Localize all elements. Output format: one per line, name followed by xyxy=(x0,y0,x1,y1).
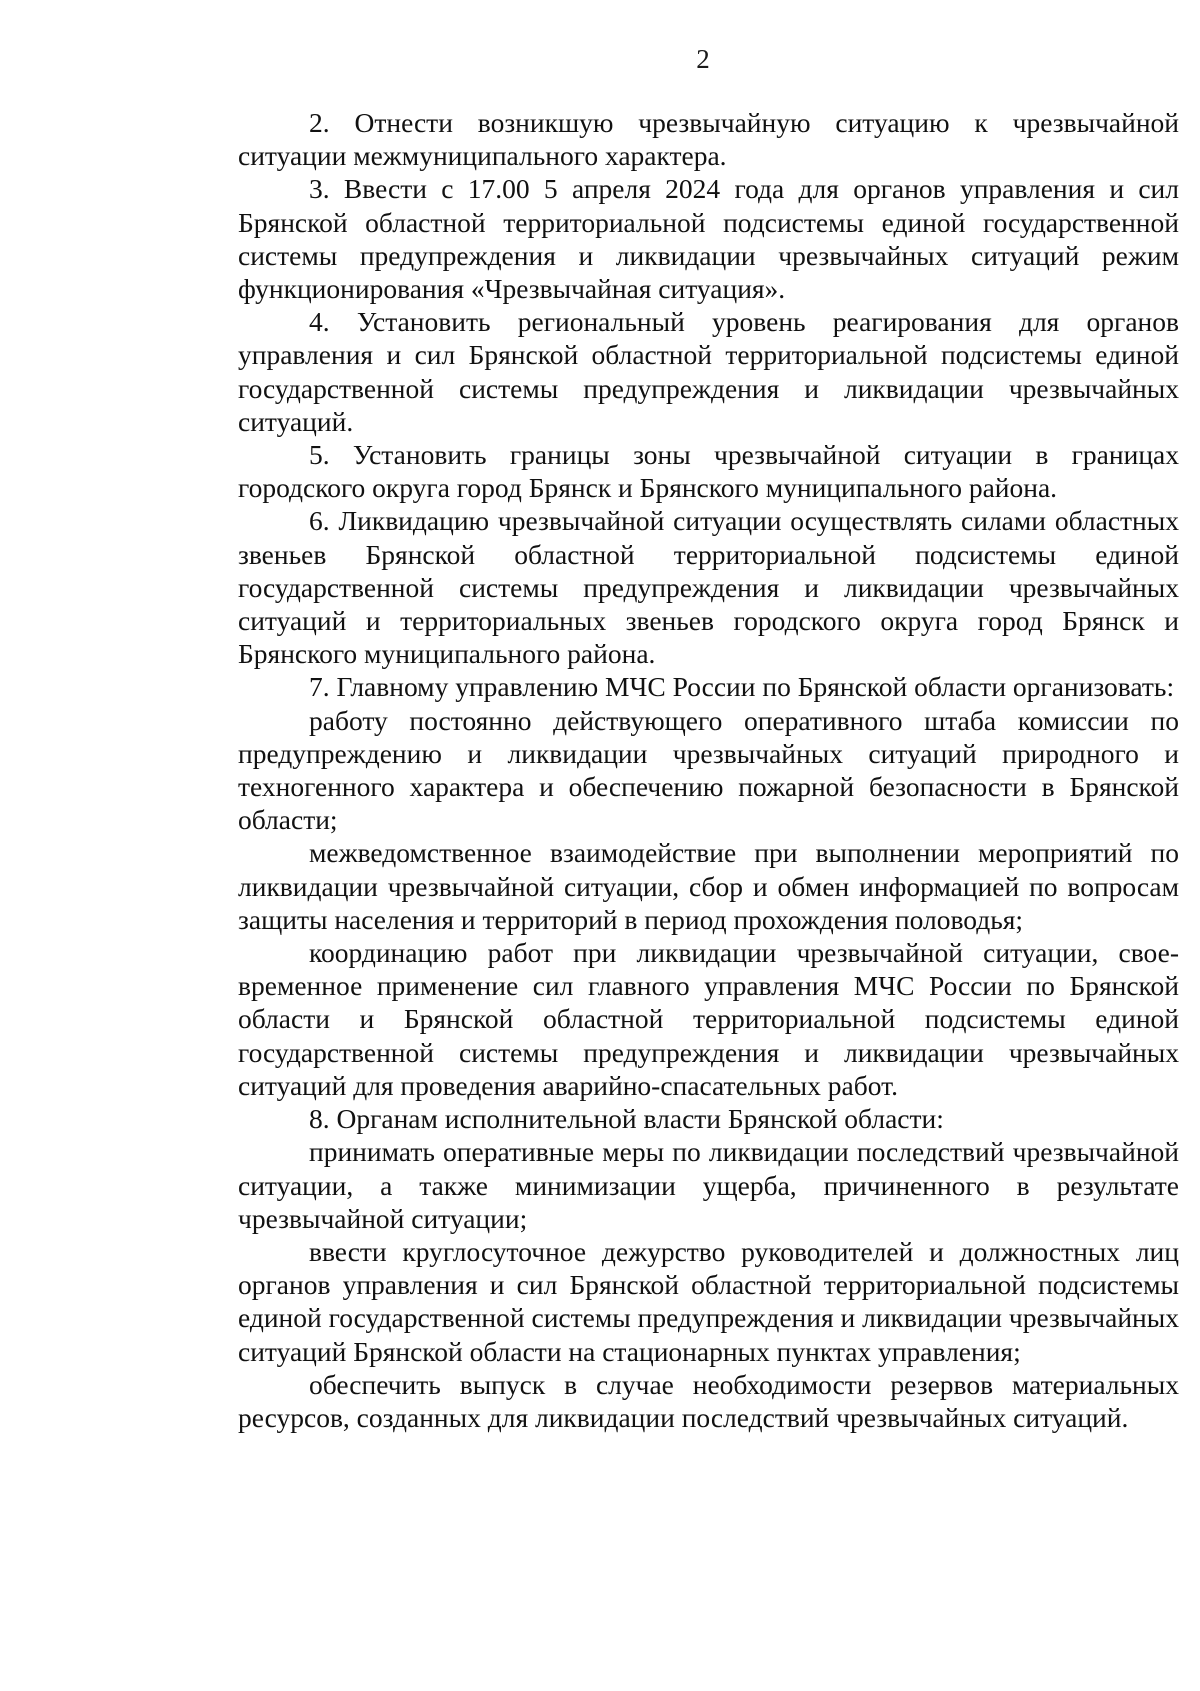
document-body xyxy=(238,106,1179,1434)
paragraph-item-8-sub-1: принимать оперативные меры по ликвидации последствий чрезвычайной ситуации, а также минимизации ущерба, причиненного в результате чрезвычайной ситуации; xyxy=(238,1136,1179,1234)
page-number: 2 xyxy=(696,44,710,74)
paragraph-item-2: 2. Отнести возникшую чрезвычайную ситуацию к чрезвычайной ситуации межмуниципального характера. xyxy=(238,107,1179,172)
paragraph-item-8-sub-3: обеспечить выпуск в случае необходимости резервов материальных ресурсов, созданных для ликвидации последствий чрезвычайных ситуаций. xyxy=(238,1368,1179,1433)
paragraph-item-8-sub-2: ввести круглосуточное дежурство руководителей и должностных лиц органов управления и сил Брянской областной территориальной подсистемы единой государственной системы предупреждения и ликвидации чрезвычайных ситуаций Брянской области на стационарных пунктах управления; xyxy=(238,1235,1179,1367)
paragraph-item-7-sub-2: межведомственное взаимодействие при выполнении мероприятий по ликвидации чрезвычайной ситуации, сбор и обмен информацией по вопросам защиты населения и территорий в период прохождения половодья; xyxy=(238,837,1179,935)
paragraph-item-5: 5. Установить границы зоны чрезвычайной ситуации в границах городского округа город Брянск и Брянского муниципального района. xyxy=(238,439,1179,504)
paragraph-item-6: 6. Ликвидацию чрезвычайной ситуации осуществлять силами областных звеньев Брянской областной территориальной подсистемы единой государственной системы предупреждения и ликвидации чрезвычайных ситуаций и территориальных звеньев городского округа город Брянск и Брянского муниципального района. xyxy=(238,505,1179,670)
paragraph-item-7-sub-1: работу постоянно действующего оперативного штаба комиссии по предупреждению и ликвидации чрезвычайных ситуаций природного и техногенного характера и обеспечению пожарной безопасности в Брянской области; xyxy=(238,704,1179,836)
paragraph-item-4: 4. Установить региональный уровень реагирования для органов управления и сил Брянской областной территориальной подсистемы единой государственной системы предупреждения и ликвидации чрезвычайных ситуаций. xyxy=(238,306,1179,437)
paragraph-item-7: 7. Главному управлению МЧС России по Брянской области организовать: xyxy=(309,671,1175,703)
paragraph-item-3: 3. Ввести с 17.00 5 апреля 2024 года для органов управления и сил Брянской областной территориальной подсистемы единой государственной системы предупреждения и ликвидации чрезвычайных ситуаций режим функционирования «Чрезвычайная ситуация». xyxy=(238,173,1179,305)
paragraph-item-7-sub-3: координацию работ при ликвидации чрезвычайной ситуации, своевременное применение сил главного управления МЧС России по Брянской области и Брянской областной территориальной подсистемы единой государственной системы предупреждения и ликвидации чрезвычайных ситуаций для проведения аварийно-спасательных работ. xyxy=(238,937,1179,1101)
paragraph-item-8: 8. Органам исполнительной власти Брянской области: xyxy=(309,1103,944,1135)
